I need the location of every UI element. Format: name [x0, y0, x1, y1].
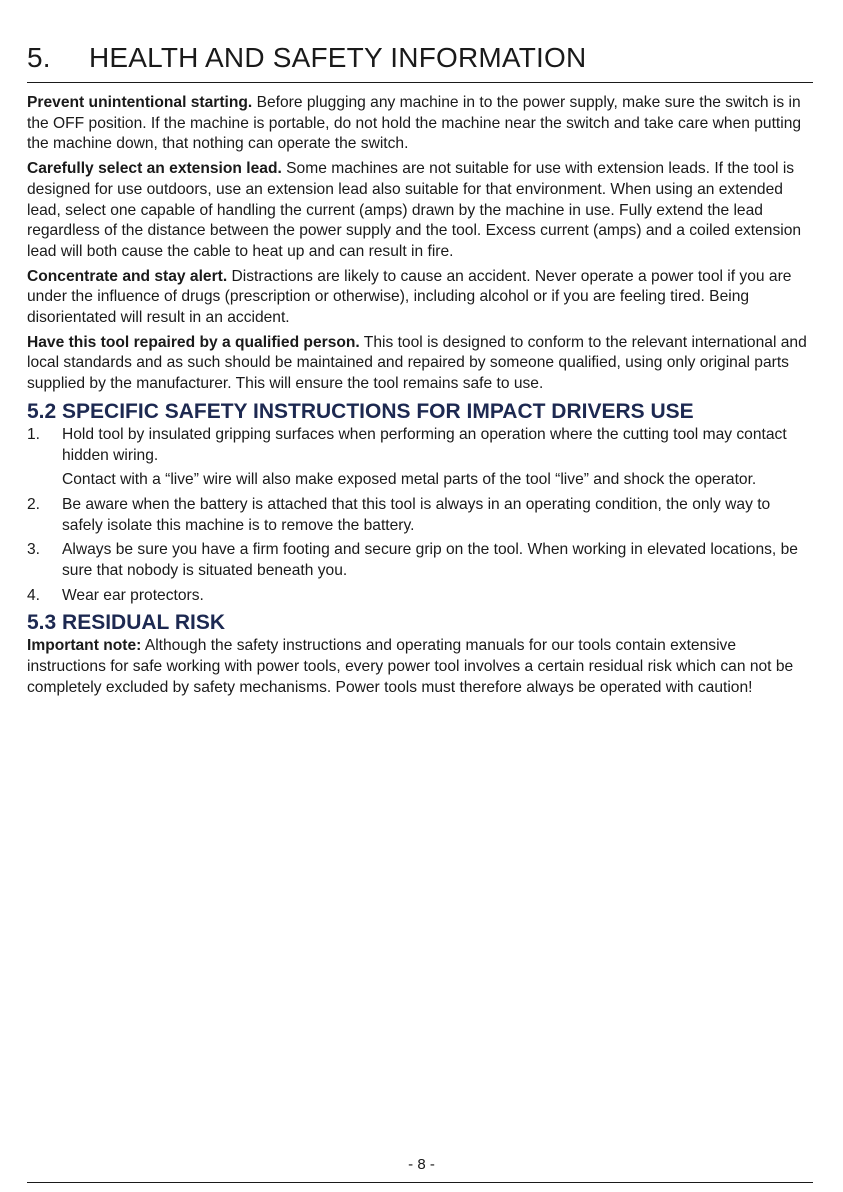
list-text: Be aware when the battery is attached that this tool is always in an operating condition, the only way to safely isolate this machine is to remove the battery.: [62, 495, 771, 534]
paragraph-lead: Carefully select an extension lead.: [27, 160, 282, 178]
list-number: 1.: [27, 425, 41, 443]
list-item: [27, 586, 813, 607]
list-text: Wear ear protectors.: [62, 586, 204, 604]
paragraph-stay-alert: [27, 267, 813, 329]
list-text: Always be sure you have a firm footing and secure grip on the tool. When working in elevated locations, be sure that nobody is situated beneath you.: [62, 541, 798, 580]
page-title: [27, 40, 813, 83]
paragraph-lead: Have this tool repaired by a qualified person.: [27, 333, 360, 351]
page-content: [27, 40, 813, 703]
list-item: [27, 495, 813, 536]
footer-divider: [27, 1182, 813, 1183]
residual-risk-heading: 5.3 RESIDUAL RISK: [27, 611, 225, 635]
paragraph-lead: Prevent unintentional starting.: [27, 94, 253, 111]
paragraph-text: Before plugging any machine in to the power supply, make sure the switch is in the OFF position. If the machine is portable, do not hold the machine near the switch and take care when putting the machine down, that nothing can operate the switch.: [27, 94, 802, 153]
paragraph-extension-lead: [27, 159, 813, 263]
list-subtext: Contact with a “live” wire will also make exposed metal parts of the tool “live” and shock the operator.: [62, 471, 757, 489]
list-item: [27, 425, 813, 491]
paragraph-lead: Concentrate and stay alert.: [27, 267, 228, 285]
page-number: - 8 -: [408, 1156, 435, 1173]
list-number: 4.: [27, 586, 41, 604]
list-number: 2.: [27, 495, 41, 513]
list-number: 3.: [27, 541, 41, 559]
paragraph-residual-risk: [27, 636, 813, 698]
paragraph-repair: [27, 333, 813, 395]
specific-safety-heading: 5.2 SPECIFIC SAFETY INSTRUCTIONS FOR IMPACT DRIVERS USE: [27, 399, 694, 423]
paragraph-text: This tool is designed to conform to the relevant international and local standards and as such should be maintained and repaired by someone qualified, using only original parts supplied by the manufacturer. This will ensure the tool remains safe to use.: [27, 333, 807, 393]
paragraph-text: Some machines are not suitable for use with extension leads. If the tool is designed for use outdoors, use an extension lead also suitable for that environment. When using an extended lead, select one capable of handling the current (amps) drawn by the machine in use. Fully extend the lead regardless of the distance between the power supply and the tool. Excess current (amps) and a coiled extension lead will both cause the cable to heat up and can result in fire.: [27, 160, 802, 260]
section-number: 5.: [27, 42, 51, 73]
paragraph-text: Distractions are likely to cause an accident. Never operate a power tool if you are under the influence of drugs (prescription or otherwise), including alcohol or if you are feeling tired. Being disorientated will result in an accident.: [27, 267, 792, 327]
specific-safety-list: [27, 425, 813, 607]
paragraph-unintentional-starting: [27, 93, 813, 155]
list-text: Hold tool by insulated gripping surfaces when performing an operation where the cutting tool may contact hidden wiring.: [62, 425, 787, 464]
section-title: HEALTH AND SAFETY INFORMATION: [89, 42, 587, 73]
paragraph-lead: Important note:: [27, 637, 142, 655]
paragraph-text: Although the safety instructions and operating manuals for our tools contain extensive instructions for safe working with power tools, every power tool involves a certain residual risk which can not be completely excluded by safety mechanisms. Power tools must therefore always be operated with caution!: [27, 637, 794, 696]
list-item: [27, 540, 813, 581]
